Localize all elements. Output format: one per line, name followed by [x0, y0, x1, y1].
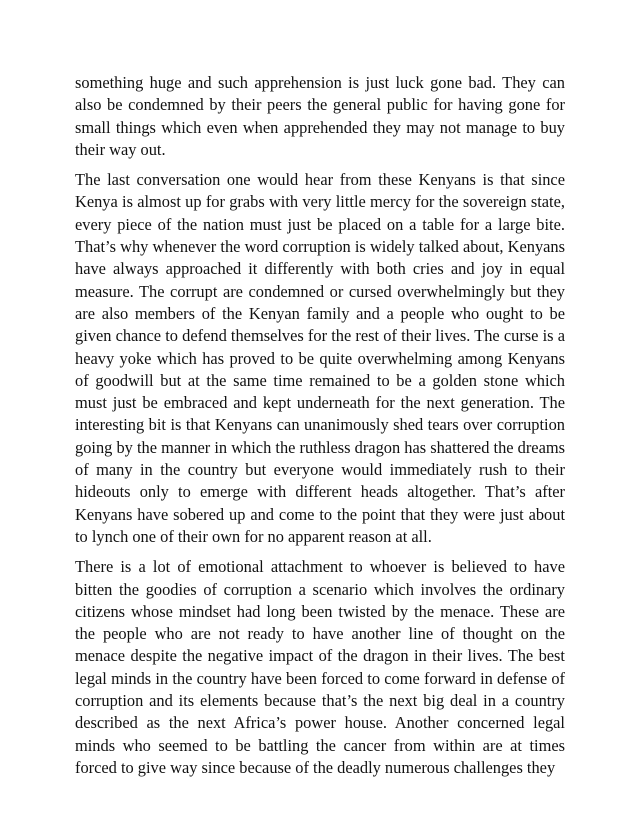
paragraph-2: The last conversation one would hear from these Kenyans is that since Kenya is almost up for grabs with very little mercy for the sovereign state, every piece of the nation must just be placed on a table for a large bite. That’s why whenever the word corruption is widely talked about, Kenyans have always approached it differently with both cries and joy in equal measure. The corrupt are condemned or cursed overwhelmingly but they are also members of the Kenyan family and a people who ought to be given chance to defend themselves for the rest of their lives. The curse is a heavy yoke which has proved to be quite overwhelming among Kenyans of goodwill but at the same time remained to be a golden stone which must just be embraced and kept underneath for the next generation. The interesting bit is that Kenyans can unanimously shed tears over corruption going by the manner in which the ruthless dragon has shattered the dreams of many in the country but everyone would immediately rush to their hideouts only to emerge with different heads altogether. That’s after Kenyans have sobered up and come to the point that they were just about to lynch one of their own for no apparent reason at all. [75, 170, 565, 546]
paragraph-1: something huge and such apprehension is just luck gone bad. They can also be condemned by their peers the general public for having gone for small things which even when apprehended they may not manage to buy their way out. [75, 73, 565, 159]
body-text [75, 72, 565, 787]
paragraph-3: There is a lot of emotional attachment to whoever is believed to have bitten the goodies of corruption a scenario which involves the ordinary citizens whose mindset had long been twisted by the menace. These are the people who are not ready to have another line of thought on the menace despite the negative impact of the dragon in their lives. The best legal minds in the country have been forced to come forward in defense of corruption and its elements because that’s the next big deal in a country described as the next Africa’s power house. Another concerned legal minds who seemed to be battling the cancer from within are at times forced to give way since because of the deadly numerous challenges they [75, 557, 565, 777]
